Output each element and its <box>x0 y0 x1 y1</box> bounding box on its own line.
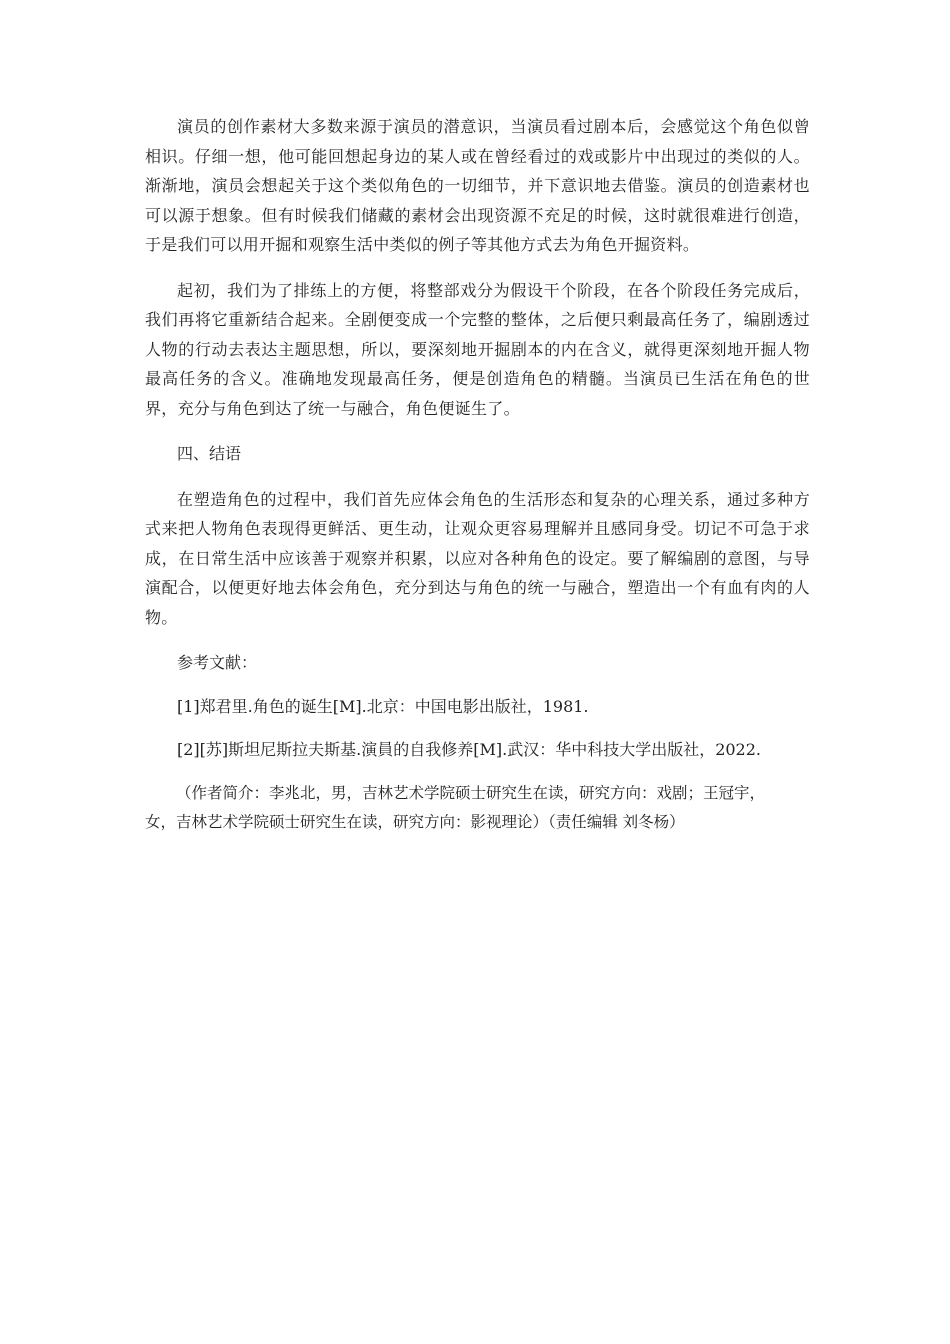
body-paragraph: 演员的创作素材大多数来源于演员的潜意识，当演员看过剧本后，会感觉这个角色似曾相识。仔细一想，他可能回想起身边的某人或在曾经看过的戏或影片中出现过的类似的人。渐渐地，演员会想起关于这个类似角色的一切细节，并下意识地去借鉴。演员的创造素材也可以源于想象。但有时候我们储藏的素材会出现资源不充足的时候，这时就很难进行创造，于是我们可以用开掘和观察生活中类似的例子等其他方式去为角色开掘资料。 <box>145 117 810 254</box>
references-title: 参考文献： <box>177 653 258 672</box>
body-paragraph: 起初，我们为了排练上的方便，将整部戏分为假设干个阶段，在各个阶段任务完成后，我们再将它重新结合起来。全剧便变成一个完整的整体，之后便只剩最高任务了，编剧透过人物的行动去表达主题思想，所以，要深刻地开掘剧本的内在含义，就得更深刻地开掘人物最高任务的含义。准确地发现最高任务，便是创造角色的精髓。当演员已生活在角色的世界，充分与角色到达了统一与融合，角色便诞生了。 <box>145 280 810 418</box>
reference-item: [2][苏]斯坦尼斯拉夫斯基.演員的自我修养[M].武汉：华中科技大学出版社，2022. <box>177 740 761 759</box>
conclusion-paragraph: 在塑造角色的过程中，我们首先应体会角色的生活形态和复杂的心理关系，通过多种方式来把人物角色表现得更鲜活、更生动，让观众更容易理解并且感同身受。切记不可急于求成，在日常生活中应该善于观察并积累，以应对各种角色的设定。要了解编剧的意图，与导演配合，以便更好地去体会角色，充分到达与角色的统一与融合，塑造出一个有血有肉的人物。 <box>145 489 810 627</box>
document-page <box>145 112 810 837</box>
section-heading: 四、结语 <box>177 444 242 463</box>
reference-item: [1]郑君里.角色的诞生[M].北京：中国电影出版社，1981. <box>177 696 589 716</box>
author-bio: （作者简介：李兆北，男，吉林艺术学院硕士研究生在读，研究方向：戏剧；王冠宇，女，吉林艺术学院硕士研究生在读，研究方向：影视理论）（责任编辑 刘冬杨） <box>145 783 766 831</box>
